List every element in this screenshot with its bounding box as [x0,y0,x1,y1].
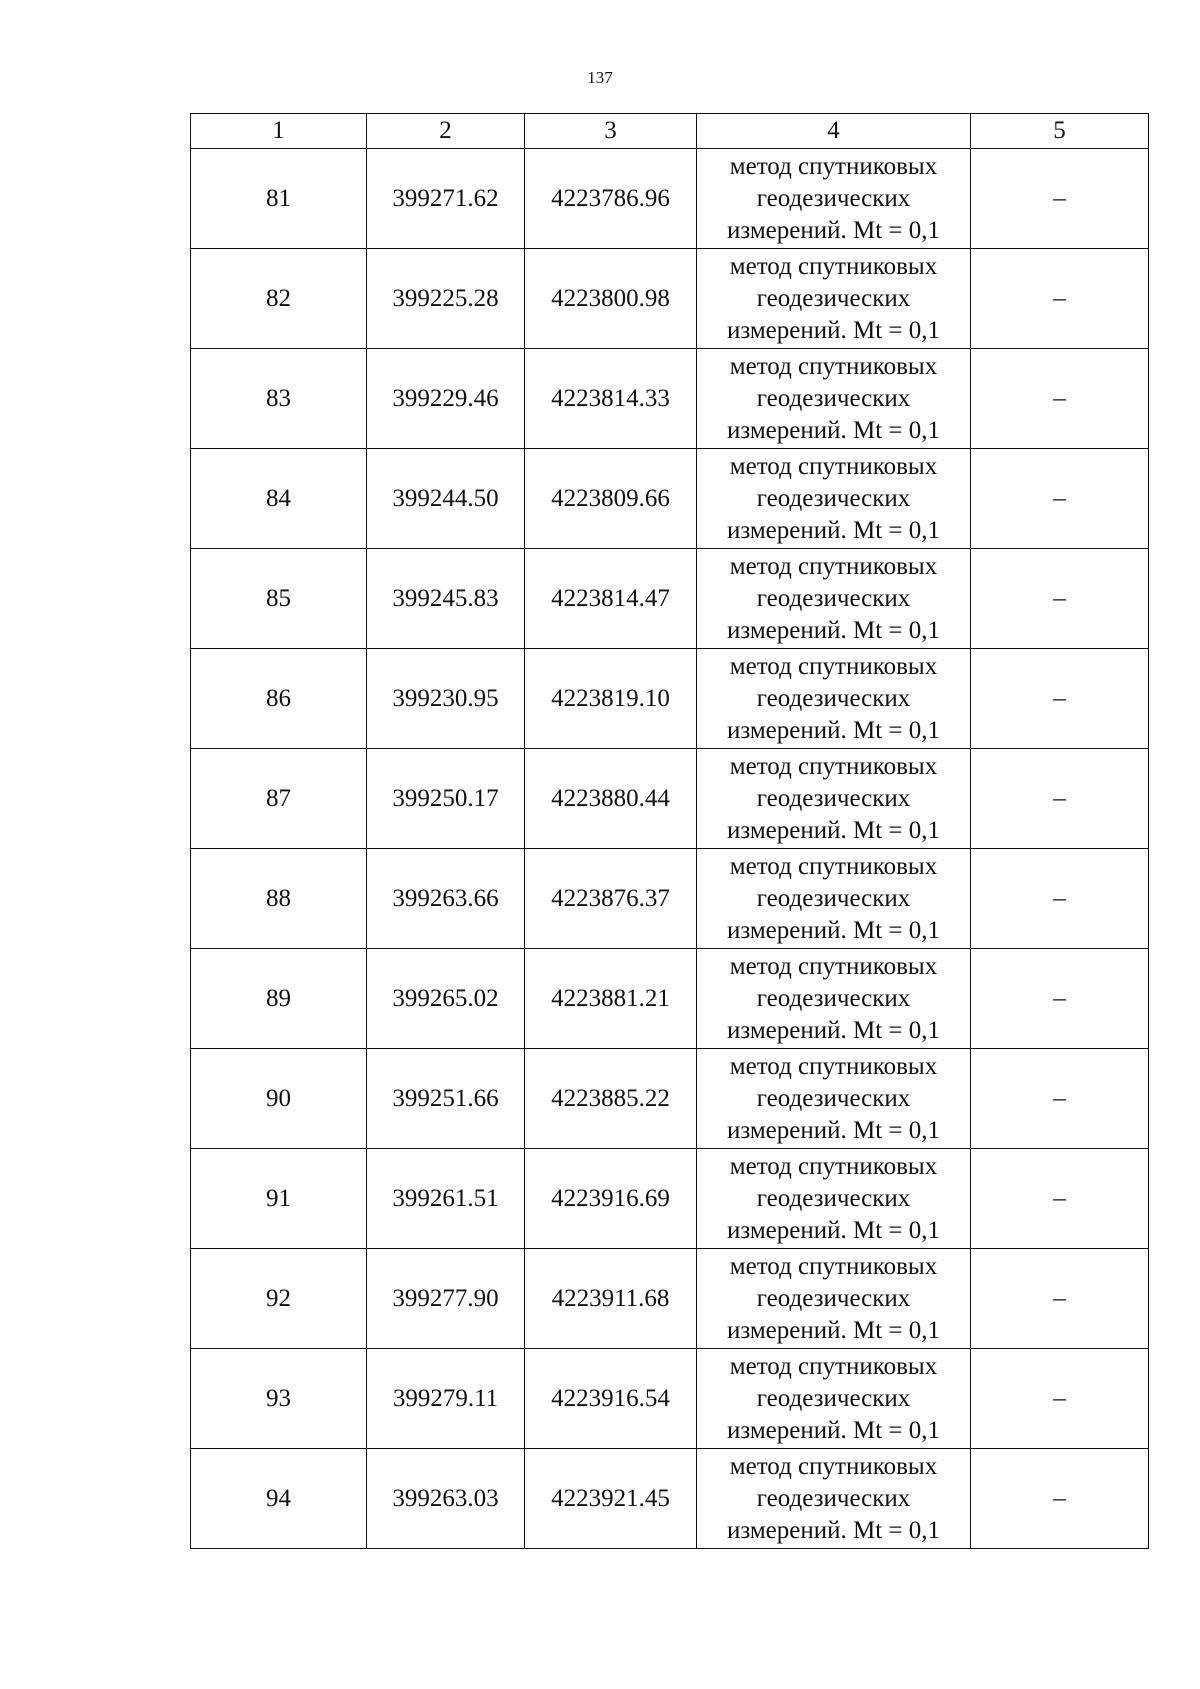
method-line: геодезических [756,1184,911,1212]
point-number-cell: 85 [191,549,367,649]
method-line: измерений. Mt = 0,1 [726,716,941,744]
point-number-cell: 89 [191,949,367,1049]
note-cell: – [971,749,1149,849]
method-cell [697,749,971,849]
method-cell [697,1349,971,1449]
method-line: геодезических [756,1384,911,1412]
method-cell [697,649,971,749]
method-line: метод спутниковых [729,552,938,580]
x-coordinate-cell: 399244.50 [367,449,525,549]
method-cell [697,1449,971,1549]
y-coordinate-cell: 4223809.66 [525,449,697,549]
method-cell [697,349,971,449]
x-coordinate-cell: 399263.03 [367,1449,525,1549]
y-coordinate-cell: 4223786.96 [525,149,697,249]
method-line: геодезических [756,784,911,812]
note-cell: – [971,949,1149,1049]
method-line: измерений. Mt = 0,1 [726,1016,941,1044]
note-cell: – [971,249,1149,349]
method-line: измерений. Mt = 0,1 [726,216,941,244]
table-row [191,549,1149,649]
x-coordinate-cell: 399271.62 [367,149,525,249]
method-cell [697,149,971,249]
method-line: метод спутниковых [729,952,938,980]
table-row [191,1049,1149,1149]
method-line: измерений. Mt = 0,1 [726,916,941,944]
method-line: геодезических [756,584,911,612]
method-line: геодезических [756,984,911,1012]
x-coordinate-cell: 399229.46 [367,349,525,449]
method-line: измерений. Mt = 0,1 [726,816,941,844]
note-cell: – [971,549,1149,649]
method-cell [697,249,971,349]
y-coordinate-cell: 4223800.98 [525,249,697,349]
column-header: 5 [971,114,1149,149]
y-coordinate-cell: 4223814.47 [525,549,697,649]
method-line: геодезических [756,1284,911,1312]
table-row [191,1149,1149,1249]
table-row [191,649,1149,749]
column-header: 1 [191,114,367,149]
method-line: метод спутниковых [729,352,938,380]
y-coordinate-cell: 4223881.21 [525,949,697,1049]
method-line: измерений. Mt = 0,1 [726,1416,941,1444]
method-cell [697,949,971,1049]
note-cell: – [971,1149,1149,1249]
y-coordinate-cell: 4223916.54 [525,1349,697,1449]
point-number-cell: 90 [191,1049,367,1149]
table-row [191,749,1149,849]
method-line: измерений. Mt = 0,1 [726,1316,941,1344]
method-cell [697,549,971,649]
x-coordinate-cell: 399251.66 [367,1049,525,1149]
table-row [191,1449,1149,1549]
table-header-row [191,114,1149,149]
x-coordinate-cell: 399279.11 [367,1349,525,1449]
method-line: геодезических [756,284,911,312]
method-line: метод спутниковых [729,1252,938,1280]
method-line: измерений. Mt = 0,1 [726,516,941,544]
point-number-cell: 83 [191,349,367,449]
note-cell: – [971,1449,1149,1549]
note-cell: – [971,349,1149,449]
note-cell: – [971,649,1149,749]
y-coordinate-cell: 4223876.37 [525,849,697,949]
page-number: 137 [587,68,613,87]
method-line: геодезических [756,484,911,512]
note-cell: – [971,849,1149,949]
x-coordinate-cell: 399250.17 [367,749,525,849]
method-line: геодезических [756,1084,911,1112]
note-cell: – [971,149,1149,249]
x-coordinate-cell: 399265.02 [367,949,525,1049]
method-cell [697,449,971,549]
point-number-cell: 82 [191,249,367,349]
method-line: геодезических [756,684,911,712]
method-line: метод спутниковых [729,1452,938,1480]
note-cell: – [971,1249,1149,1349]
method-cell [697,1049,971,1149]
point-number-cell: 86 [191,649,367,749]
method-line: метод спутниковых [729,752,938,780]
note-cell: – [971,1349,1149,1449]
x-coordinate-cell: 399230.95 [367,649,525,749]
method-line: метод спутниковых [729,1352,938,1380]
y-coordinate-cell: 4223911.68 [525,1249,697,1349]
point-number-cell: 91 [191,1149,367,1249]
x-coordinate-cell: 399245.83 [367,549,525,649]
table-row [191,1349,1149,1449]
method-line: метод спутниковых [729,1152,938,1180]
table-body [191,149,1149,1549]
table-row [191,849,1149,949]
x-coordinate-cell: 399225.28 [367,249,525,349]
method-line: измерений. Mt = 0,1 [726,1516,941,1544]
x-coordinate-cell: 399277.90 [367,1249,525,1349]
method-line: измерений. Mt = 0,1 [726,616,941,644]
method-line: метод спутниковых [729,852,938,880]
point-number-cell: 84 [191,449,367,549]
point-number-cell: 87 [191,749,367,849]
method-line: измерений. Mt = 0,1 [726,1216,941,1244]
method-line: геодезических [756,184,911,212]
table-row [191,149,1149,249]
method-line: геодезических [756,384,911,412]
point-number-cell: 88 [191,849,367,949]
y-coordinate-cell: 4223814.33 [525,349,697,449]
method-line: геодезических [756,884,911,912]
method-line: метод спутниковых [729,152,938,180]
table-row [191,349,1149,449]
method-line: измерений. Mt = 0,1 [726,416,941,444]
method-cell [697,1249,971,1349]
method-line: геодезических [756,1484,911,1512]
method-line: метод спутниковых [729,452,938,480]
method-line: измерений. Mt = 0,1 [726,316,941,344]
method-line: метод спутниковых [729,652,938,680]
point-number-cell: 81 [191,149,367,249]
table-row [191,1249,1149,1349]
method-line: измерений. Mt = 0,1 [726,1116,941,1144]
point-number-cell: 94 [191,1449,367,1549]
method-line: метод спутниковых [729,1052,938,1080]
column-header: 2 [367,114,525,149]
y-coordinate-cell: 4223880.44 [525,749,697,849]
y-coordinate-cell: 4223885.22 [525,1049,697,1149]
table-row [191,249,1149,349]
column-header: 3 [525,114,697,149]
x-coordinate-cell: 399261.51 [367,1149,525,1249]
note-cell: – [971,1049,1149,1149]
table-row [191,949,1149,1049]
x-coordinate-cell: 399263.66 [367,849,525,949]
point-number-cell: 92 [191,1249,367,1349]
y-coordinate-cell: 4223916.69 [525,1149,697,1249]
column-header: 4 [697,114,971,149]
y-coordinate-cell: 4223921.45 [525,1449,697,1549]
method-line: метод спутниковых [729,252,938,280]
note-cell: – [971,449,1149,549]
y-coordinate-cell: 4223819.10 [525,649,697,749]
point-number-cell: 93 [191,1349,367,1449]
method-cell [697,849,971,949]
table-row [191,449,1149,549]
method-cell [697,1149,971,1249]
coordinates-table [190,113,1149,1549]
